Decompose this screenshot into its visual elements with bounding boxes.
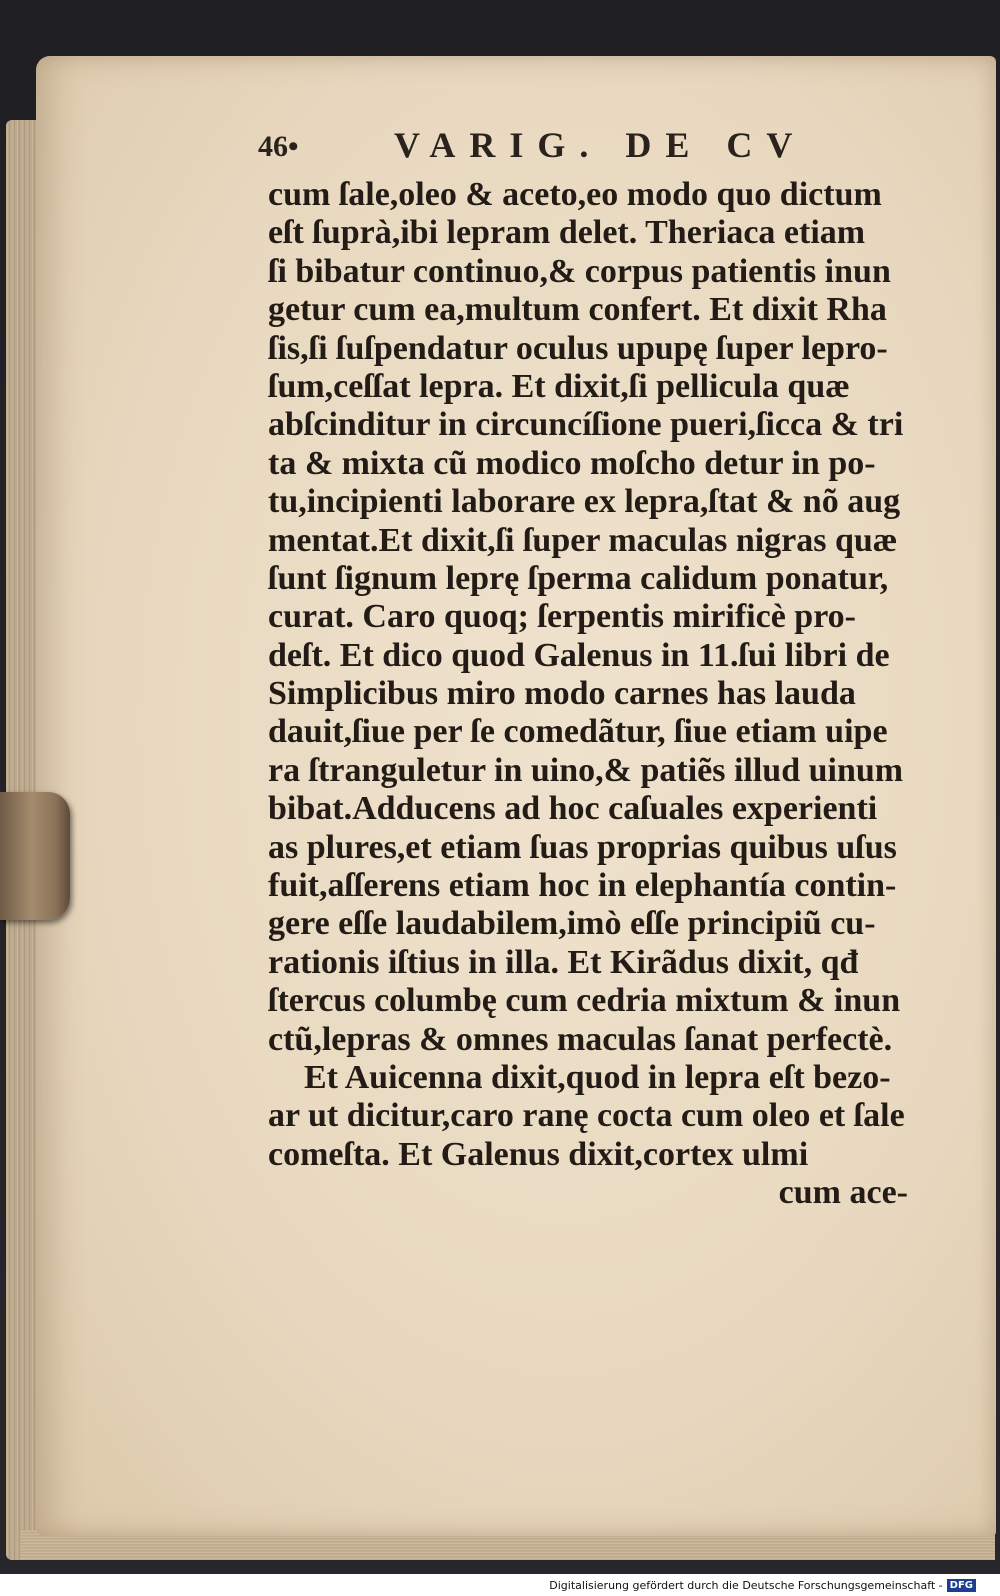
- dfg-logo-icon: DFG: [947, 1579, 976, 1592]
- text-line: eſt ſuprà,ibi lepram delet. Theriaca etiam: [268, 214, 866, 252]
- text-line: abſcinditur in circuncíſione pueri,ſicca & tri: [268, 406, 904, 444]
- text-line: ſi bibatur continuo,& corpus patientis inun: [268, 252, 891, 290]
- page-header: [258, 124, 818, 170]
- page-number: 46•: [258, 130, 299, 163]
- text-line-indented: Et Auicenna dixit,quod in lepra eſt bezo-: [304, 1058, 891, 1096]
- text-line: ctũ,lepras & omnes maculas ſanat perfectè.: [268, 1020, 893, 1058]
- text-line: tu,incipienti laborare ex lepra,ſtat & nõ aug: [268, 483, 901, 521]
- text-line: as plures,et etiam ſuas proprias quibus uſus: [268, 828, 897, 866]
- text-line: dauit,ſiue per ſe comedãtur, ſiue etiam uipe: [268, 713, 888, 751]
- text-line: fuit,aſſerens etiam hoc in elephantía contin-: [268, 867, 897, 905]
- text-line: ſis,ſi ſuſpendatur oculus upupę ſuper lepro-: [268, 329, 888, 367]
- text-line: rationis iſtius in illa. Et Kirãdus dixit, qđ: [268, 943, 859, 981]
- text-line: ſunt ſignum leprę ſperma calidum ponatur,: [268, 559, 889, 597]
- text-line: ſum,ceſſat lepra. Et dixit,ſi pellicula quæ: [268, 367, 850, 405]
- text-line: ar ut dicitur,caro ranę cocta cum oleo et ſale: [268, 1097, 905, 1135]
- text-line: ta & mixta cũ modico moſcho detur in po-: [268, 444, 876, 482]
- body-text: [268, 176, 908, 1213]
- text-line: cum ſale,oleo & aceto,eo modo quo dictum: [268, 176, 882, 213]
- running-head: VARIG. DE CV: [394, 125, 807, 165]
- catchword: cum ace-: [778, 1174, 908, 1212]
- text-line: mentat.Et dixit,ſi ſuper maculas nigras quæ: [268, 521, 898, 559]
- text-line: gere eſſe laudabilem,imò eſſe principiũ cu-: [268, 905, 876, 943]
- text-line: Simplicibus miro modo carnes has lauda: [268, 675, 856, 713]
- text-line: deſt. Et dico quod Galenus in 11.ſui libri de: [268, 636, 890, 674]
- text-line: curat. Caro quoq; ſerpentis mirificè pro-: [268, 598, 856, 636]
- digitization-credit: [547, 1577, 978, 1593]
- credit-text: Digitalisierung gefördert durch die Deutsche Forschungsgemeinschaft -: [549, 1578, 943, 1592]
- text-line: bibat.Adducens ad hoc caſuales experienti: [268, 790, 878, 828]
- book-clasp: [0, 792, 70, 920]
- text-line: getur cum ea,multum confert. Et dixit Rha: [268, 291, 887, 329]
- text-line: ra ſtranguletur in uino,& patiẽs illud uinum: [268, 751, 904, 789]
- text-line: ſtercus columbę cum cedria mixtum & inun: [268, 982, 901, 1020]
- text-line: comeſta. Et Galenus dixit,cortex ulmi: [268, 1135, 809, 1173]
